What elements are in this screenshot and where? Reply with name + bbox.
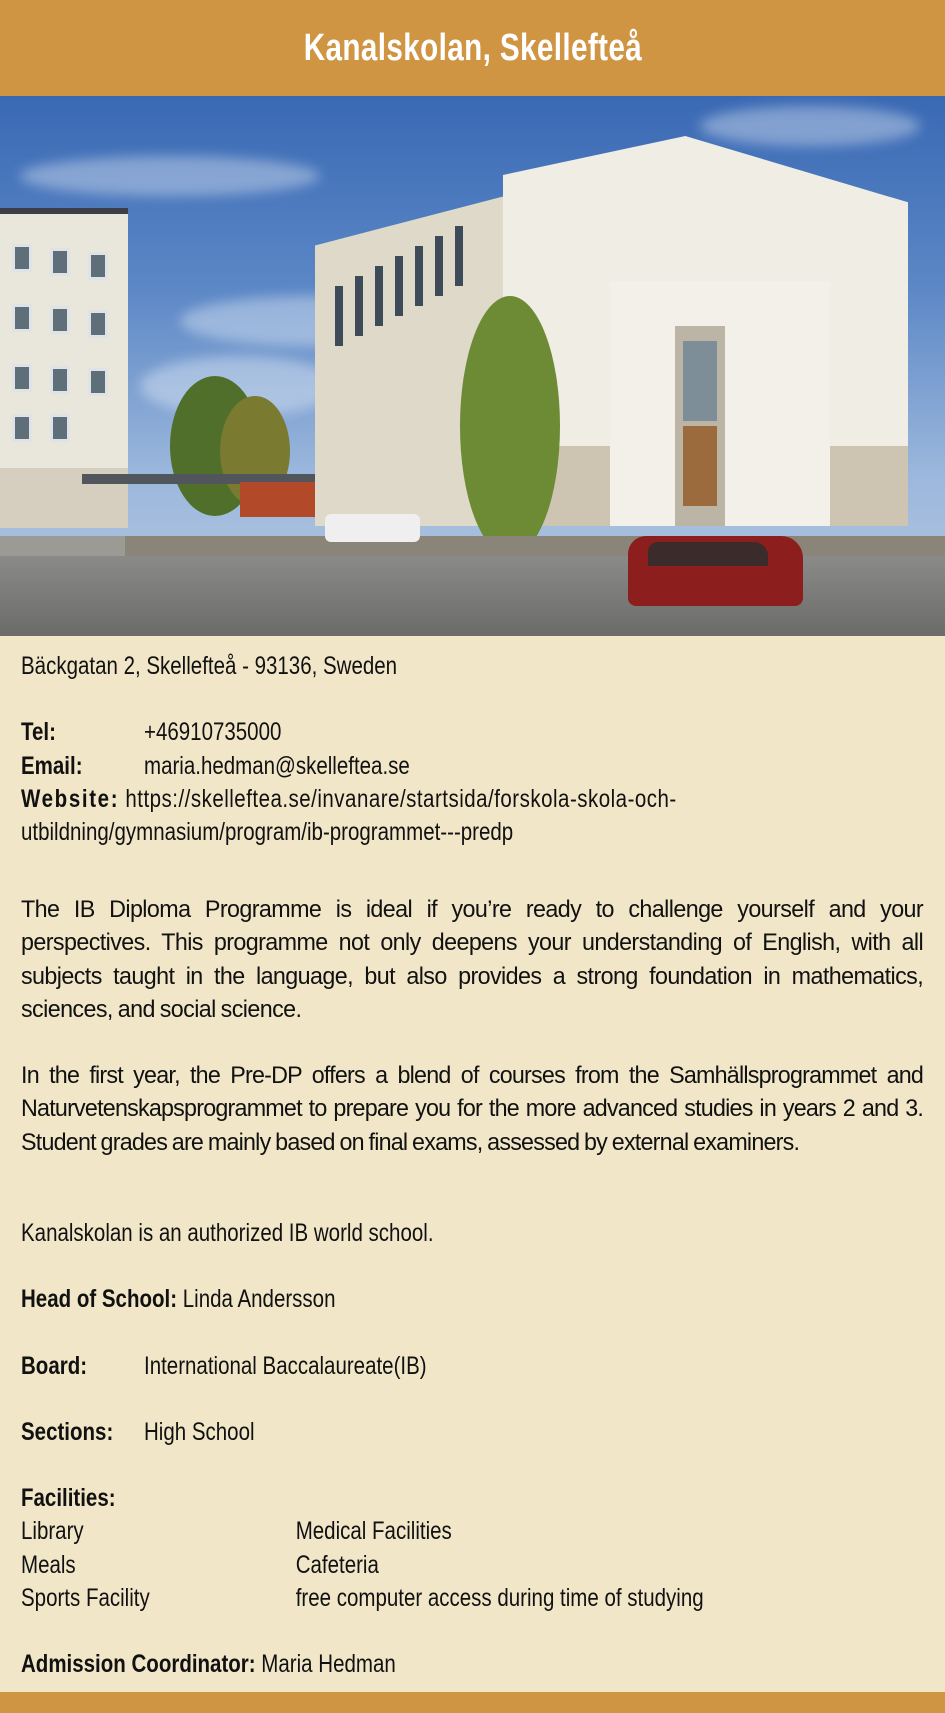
sections-label: Sections: [21,1417,114,1446]
email-label: Email: [21,751,83,780]
head-label: Head of School: [21,1285,178,1314]
description [21,893,923,1159]
board-label: Board: [21,1351,88,1380]
sections-value: High School [144,1417,255,1446]
description-para-1: The IB Diploma Programme is ideal if you’re ready to challenge yourself and your perspectives. This programme not only deepens your understanding of English, with all subjects taught in the language, but also provides a strong foundation in mathematics, sciences, and social science. [21,896,924,1023]
facility-item: Meals [21,1550,76,1579]
website-link-part2[interactable]: utbildning/gymnasium/program/ib-programmet---predp [21,818,514,847]
email-row [21,750,923,783]
admission-name: Maria Hedman [261,1650,396,1679]
head-value: Linda Andersson [182,1285,336,1314]
school-title: Kanalskolan, Skellefteå [303,26,642,69]
facility-item: free computer access during time of studying [295,1584,704,1613]
website-row [21,783,923,816]
website-link-part1[interactable]: https://skelleftea.se/invanare/startsida/forskola-skola-och- [125,784,677,813]
head-of-school-row [21,1283,923,1316]
facilities-label: Facilities: [21,1484,116,1513]
tel-value[interactable]: +46910735000 [144,718,282,747]
school-photo [0,96,945,636]
tel-row [21,716,923,749]
board-value: International Baccalaureate(IB) [144,1351,427,1380]
website-label: Website: [21,784,120,813]
page-footer-bar [0,1692,945,1713]
description-para-2: In the first year, the Pre-DP offers a blend of courses from the Samhällsprogrammet and Naturvetenskapsprogrammet to prepare you for the more advanced studies in years 2 and 3. Student grades are mainly based on final exams, assessed by external examiners. [21,1062,924,1156]
admission-label: Admission Coordinator: [21,1650,256,1679]
tel-label: Tel: [21,718,56,747]
facility-item: Cafeteria [295,1550,379,1579]
admission-row [21,1648,923,1681]
more-details [21,1217,923,1682]
page-header [0,0,945,96]
ib-authorization: Kanalskolan is an authorized IB world school. [21,1219,434,1247]
address: Bäckgatan 2, Skellefteå - 93136, Sweden [21,652,398,680]
facility-item: Library [21,1517,84,1546]
board-row [21,1350,923,1383]
sections-row [21,1416,923,1449]
facilities-list [21,1515,923,1615]
facility-item: Sports Facility [21,1584,150,1613]
email-link[interactable]: maria.hedman@skelleftea.se [144,751,410,780]
facility-item: Medical Facilities [295,1517,452,1546]
school-details [21,650,923,849]
